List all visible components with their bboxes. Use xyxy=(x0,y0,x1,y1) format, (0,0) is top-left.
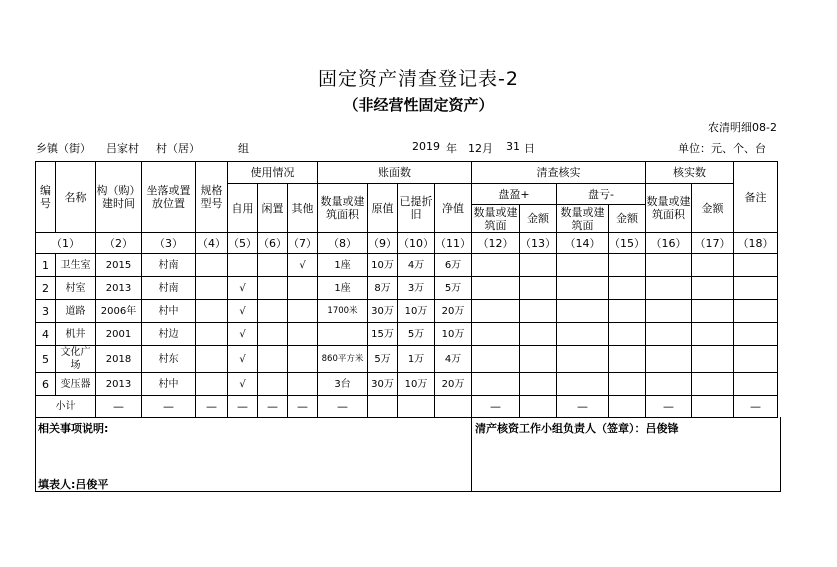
cell-empty xyxy=(609,277,646,300)
cell-empty xyxy=(692,254,734,277)
col-book-net: 净值 xyxy=(435,184,472,233)
cell-location: 村边 xyxy=(142,323,196,346)
col-surplus-amount: 金额 xyxy=(520,205,557,233)
cell-empty xyxy=(609,300,646,323)
cell-no: 6 xyxy=(36,373,56,396)
cell-empty xyxy=(646,346,692,373)
cell-empty xyxy=(472,373,520,396)
cell-qty: 860平方米 xyxy=(318,346,368,373)
leader-label: 清产核资工作小组负责人（签章）：吕俊锋 xyxy=(475,422,679,435)
cell-idle xyxy=(258,277,288,300)
cell-original: 10万 xyxy=(368,254,398,277)
cell-empty xyxy=(646,300,692,323)
cell-empty xyxy=(734,323,778,346)
col-verified: 核实数 xyxy=(646,162,734,184)
cell-name: 变压器 xyxy=(56,373,96,396)
cell-other xyxy=(288,277,318,300)
cell-other xyxy=(288,300,318,323)
cell-time: 2013 xyxy=(96,277,142,300)
cell-model xyxy=(196,300,228,323)
cell-net: 10万 xyxy=(435,323,472,346)
cell-name: 道路 xyxy=(56,300,96,323)
form-title: 固定资产清查登记表-2 xyxy=(318,68,519,90)
cell-no: 1 xyxy=(36,254,56,277)
cell-name: 文化广场 xyxy=(56,346,96,373)
cell-empty xyxy=(557,323,609,346)
col-remark: 备注 xyxy=(734,162,778,233)
cell-empty xyxy=(609,323,646,346)
cell-empty xyxy=(472,346,520,373)
cell-name: 机井 xyxy=(56,323,96,346)
col-number: （13） xyxy=(520,233,557,254)
cell-empty xyxy=(692,373,734,396)
cell-time: 2015 xyxy=(96,254,142,277)
cell-empty xyxy=(692,277,734,300)
col-book: 账面数 xyxy=(318,162,472,184)
cell-idle xyxy=(258,300,288,323)
col-number: （14） xyxy=(557,233,609,254)
col-location: 坐落或置放位置 xyxy=(142,162,196,233)
village-suffix: 村（居） xyxy=(156,142,200,155)
cell-qty: 1700米 xyxy=(318,300,368,323)
cell-empty xyxy=(520,300,557,323)
col-number: （15） xyxy=(609,233,646,254)
form-code: 农清明细08-2 xyxy=(708,121,777,134)
cell-empty xyxy=(520,277,557,300)
col-number: （9） xyxy=(368,233,398,254)
cell-model xyxy=(196,323,228,346)
month-value: 12月 xyxy=(468,142,493,155)
cell-location: 村中 xyxy=(142,300,196,323)
cell-name: 卫生室 xyxy=(56,254,96,277)
cell-time: 2006年 xyxy=(96,300,142,323)
cell-no: 3 xyxy=(36,300,56,323)
cell-idle xyxy=(258,323,288,346)
cell-model xyxy=(196,277,228,300)
cell-empty xyxy=(692,300,734,323)
col-number: （11） xyxy=(435,233,472,254)
cell-empty xyxy=(646,277,692,300)
col-number: （2） xyxy=(96,233,142,254)
subtotal-empty xyxy=(368,396,398,418)
day-label: 日 xyxy=(524,142,535,155)
cell-qty: 1座 xyxy=(318,277,368,300)
col-number: （18） xyxy=(734,233,778,254)
cell-location: 村东 xyxy=(142,346,196,373)
cell-no: 4 xyxy=(36,323,56,346)
cell-empty xyxy=(646,323,692,346)
subtotal-dash: — xyxy=(258,396,288,418)
col-number: （4） xyxy=(196,233,228,254)
cell-depr: 4万 xyxy=(398,254,435,277)
cell-qty: 1座 xyxy=(318,254,368,277)
cell-other xyxy=(288,373,318,396)
cell-net: 4万 xyxy=(435,346,472,373)
cell-empty xyxy=(472,300,520,323)
notes-label: 相关事项说明: xyxy=(38,422,109,435)
year-label: 年 xyxy=(446,142,457,155)
cell-empty xyxy=(557,277,609,300)
col-number: （1） xyxy=(36,233,96,254)
cell-empty xyxy=(520,323,557,346)
col-shortage-qty: 数量或建筑面 xyxy=(557,205,609,233)
subtotal-dash: — xyxy=(557,396,609,418)
subtotal-dash: — xyxy=(734,396,778,418)
day-value: 31 xyxy=(506,140,520,153)
cell-empty xyxy=(734,277,778,300)
cell-original: 30万 xyxy=(368,300,398,323)
cell-name: 村室 xyxy=(56,277,96,300)
col-shortage: 盘亏- xyxy=(557,184,646,205)
cell-original: 5万 xyxy=(368,346,398,373)
col-book-original: 原值 xyxy=(368,184,398,233)
col-usage-idle: 闲置 xyxy=(258,184,288,233)
col-number: （17） xyxy=(692,233,734,254)
cell-model xyxy=(196,346,228,373)
col-number: （6） xyxy=(258,233,288,254)
form-subtitle: （非经营性固定资产） xyxy=(343,96,494,114)
cell-empty xyxy=(646,254,692,277)
year-value: 2019 xyxy=(412,140,440,153)
subtotal-dash: — xyxy=(288,396,318,418)
cell-empty xyxy=(520,254,557,277)
subtotal-dash: — xyxy=(646,396,692,418)
cell-empty xyxy=(472,277,520,300)
cell-empty xyxy=(520,346,557,373)
col-number: （5） xyxy=(228,233,258,254)
col-surplus: 盘盈+ xyxy=(472,184,557,205)
col-check: 清查核实 xyxy=(472,162,646,184)
cell-empty xyxy=(734,254,778,277)
subtotal-dash: — xyxy=(196,396,228,418)
cell-empty xyxy=(557,254,609,277)
cell-empty xyxy=(609,346,646,373)
cell-empty xyxy=(557,346,609,373)
table-row xyxy=(36,254,778,277)
cell-time: 2013 xyxy=(96,373,142,396)
cell-empty xyxy=(692,323,734,346)
col-number: （12） xyxy=(472,233,520,254)
cell-idle xyxy=(258,346,288,373)
cell-empty xyxy=(734,373,778,396)
col-verified-qty: 数量或建筑面积 xyxy=(646,184,692,233)
cell-empty xyxy=(520,373,557,396)
subtotal-dash: — xyxy=(96,396,142,418)
cell-net: 6万 xyxy=(435,254,472,277)
cell-self xyxy=(228,254,258,277)
cell-depr: 1万 xyxy=(398,346,435,373)
cell-net: 20万 xyxy=(435,300,472,323)
cell-original: 15万 xyxy=(368,323,398,346)
cell-self: √ xyxy=(228,373,258,396)
cell-location: 村南 xyxy=(142,254,196,277)
filler-label: 填表人:吕俊平 xyxy=(38,478,109,491)
cell-location: 村中 xyxy=(142,373,196,396)
col-shortage-amount: 金额 xyxy=(609,205,646,233)
cell-self: √ xyxy=(228,300,258,323)
col-book-qty: 数量或建筑面积 xyxy=(318,184,368,233)
col-number: （7） xyxy=(288,233,318,254)
col-model: 规格型号 xyxy=(196,162,228,233)
col-verified-amount: 金额 xyxy=(692,184,734,233)
col-name: 名称 xyxy=(56,162,96,233)
cell-no: 5 xyxy=(36,346,56,373)
cell-empty xyxy=(472,323,520,346)
subtotal-dash: — xyxy=(472,396,520,418)
subtotal-dash: — xyxy=(228,396,258,418)
table-row xyxy=(36,300,778,323)
col-number: （16） xyxy=(646,233,692,254)
cell-self: √ xyxy=(228,323,258,346)
col-usage-self: 自用 xyxy=(228,184,258,233)
cell-qty: 3台 xyxy=(318,373,368,396)
cell-time: 2018 xyxy=(96,346,142,373)
col-no: 编号 xyxy=(36,162,56,233)
cell-other: √ xyxy=(288,254,318,277)
cell-model xyxy=(196,254,228,277)
cell-other xyxy=(288,346,318,373)
table-row xyxy=(36,277,778,300)
cell-other xyxy=(288,323,318,346)
cell-empty xyxy=(557,373,609,396)
cell-empty xyxy=(692,346,734,373)
cell-depr: 3万 xyxy=(398,277,435,300)
subtotal-row xyxy=(36,396,778,418)
col-usage-other: 其他 xyxy=(288,184,318,233)
subtotal-empty xyxy=(435,396,472,418)
form-footer xyxy=(35,417,781,492)
cell-net: 20万 xyxy=(435,373,472,396)
cell-no: 2 xyxy=(36,277,56,300)
footer-divider xyxy=(471,417,472,491)
cell-idle xyxy=(258,373,288,396)
unit-label: 单位：元、个、台 xyxy=(678,142,766,155)
cell-empty xyxy=(609,373,646,396)
village-name: 吕家村 xyxy=(106,142,139,155)
col-number: （8） xyxy=(318,233,368,254)
cell-empty xyxy=(646,373,692,396)
cell-idle xyxy=(258,254,288,277)
subtotal-label: 小计 xyxy=(36,396,96,418)
cell-net: 5万 xyxy=(435,277,472,300)
subtotal-empty xyxy=(520,396,557,418)
cell-depr: 5万 xyxy=(398,323,435,346)
cell-time: 2001 xyxy=(96,323,142,346)
cell-self: √ xyxy=(228,277,258,300)
column-number-row xyxy=(36,233,778,254)
info-row xyxy=(36,140,781,156)
cell-depr: 10万 xyxy=(398,373,435,396)
subtotal-dash: — xyxy=(142,396,196,418)
cell-location: 村南 xyxy=(142,277,196,300)
cell-empty xyxy=(557,300,609,323)
town-label: 乡镇（街） xyxy=(36,142,91,155)
cell-original: 30万 xyxy=(368,373,398,396)
col-build-time: 构（购）建时间 xyxy=(96,162,142,233)
cell-empty xyxy=(734,346,778,373)
cell-empty xyxy=(734,300,778,323)
subtotal-empty xyxy=(398,396,435,418)
cell-model xyxy=(196,373,228,396)
data-rows xyxy=(36,254,778,396)
col-book-depr: 已提折旧 xyxy=(398,184,435,233)
subtotal-empty xyxy=(609,396,646,418)
table-row xyxy=(36,323,778,346)
cell-self: √ xyxy=(228,346,258,373)
col-number: （3） xyxy=(142,233,196,254)
table-row xyxy=(36,346,778,373)
cell-depr: 10万 xyxy=(398,300,435,323)
subtotal-dash: — xyxy=(318,396,368,418)
cell-empty xyxy=(609,254,646,277)
asset-table xyxy=(35,161,778,418)
group-label: 组 xyxy=(238,142,249,155)
cell-empty xyxy=(472,254,520,277)
subtotal-empty xyxy=(692,396,734,418)
cell-qty xyxy=(318,323,368,346)
col-number: （10） xyxy=(398,233,435,254)
cell-original: 8万 xyxy=(368,277,398,300)
col-usage: 使用情况 xyxy=(228,162,318,184)
table-row xyxy=(36,373,778,396)
col-surplus-qty: 数量或建筑面 xyxy=(473,205,518,232)
